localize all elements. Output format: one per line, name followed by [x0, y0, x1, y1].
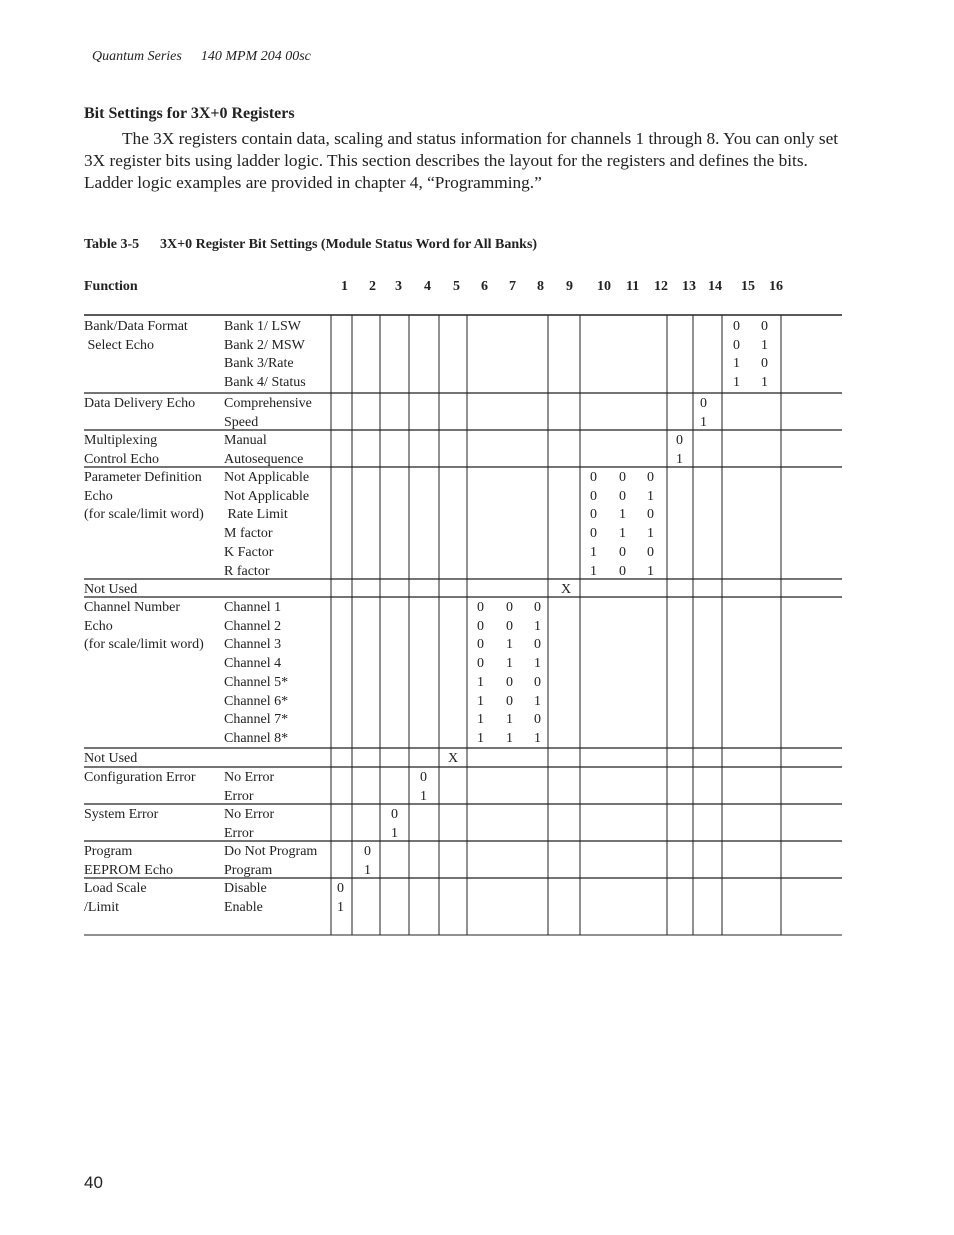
bit-value: 1 [506, 730, 513, 746]
bit-value: 1 [420, 788, 427, 804]
setting-label: Bank 3/Rate [224, 356, 294, 372]
bit-column-header: 7 [509, 279, 516, 294]
bit-value: 1 [477, 693, 484, 709]
setting-label: Disable [224, 881, 267, 896]
table-number: Table 3-5 [84, 237, 140, 252]
bit-column-header: 8 [537, 279, 544, 294]
bit-value: 0 [506, 618, 513, 634]
bit-value: 1 [506, 712, 513, 728]
bit-value: 1 [700, 414, 707, 430]
setting-label: Manual [224, 433, 267, 448]
setting-label: Channel 8* [224, 730, 289, 746]
setting-label: No Error [224, 807, 275, 822]
bit-value: 1 [647, 526, 654, 542]
function-label: Bank/Data Format [84, 319, 188, 334]
bit-value: 0 [619, 470, 626, 485]
setting-label: No Error [224, 770, 275, 785]
bit-value: 0 [647, 470, 654, 485]
setting-label: Bank 2/ MSW [224, 337, 305, 353]
setting-label: Rate Limit [224, 507, 288, 523]
bit-column-header: 9 [566, 279, 573, 294]
bit-value: 0 [506, 693, 513, 709]
function-column-header: Function [84, 279, 138, 294]
setting-label: Channel 7* [224, 712, 289, 728]
setting-label: Channel 2 [224, 618, 282, 634]
bit-value: 1 [590, 563, 597, 579]
bit-value: 0 [700, 396, 707, 411]
bit-value: 0 [619, 563, 626, 579]
setting-label: Do Not Program [224, 844, 318, 859]
function-label: (for scale/limit word) [84, 507, 204, 523]
bit-value: 0 [590, 470, 597, 485]
setting-label: Channel 1 [224, 600, 282, 615]
section-body: The 3X registers contain data, scaling and status information for channels 1 through 8. You can only set 3X register bits using ladder logic. This section describes the layout for the registers and defines the bits. Ladder logic examples are provided in chapter 4, “Programming.” [84, 129, 839, 192]
bit-value: 1 [761, 337, 768, 353]
bit-value: 1 [337, 899, 344, 915]
function-label: Select Echo [84, 337, 154, 353]
bit-value: 0 [590, 526, 597, 542]
header-model: 140 MPM 204 00sc [200, 49, 311, 64]
setting-label: Not Applicable [224, 470, 310, 485]
bit-column-header: 10 [597, 279, 611, 294]
setting-label: Error [224, 788, 254, 804]
bit-column-header: 14 [708, 279, 722, 294]
bit-value: 1 [477, 712, 484, 728]
bit-column-header: 5 [453, 279, 460, 294]
bit-value: 1 [590, 544, 597, 560]
table-title: 3X+0 Register Bit Settings (Module Status Word for All Banks) [160, 237, 538, 252]
bit-value: 0 [534, 674, 541, 690]
bit-value: 1 [534, 618, 541, 634]
bit-column-header: 15 [741, 279, 755, 294]
setting-label: Autosequence [224, 451, 304, 467]
function-label: Load Scale [84, 881, 147, 896]
setting-label: Channel 3 [224, 637, 282, 653]
function-label: System Error [84, 807, 159, 822]
bit-value: 0 [391, 807, 398, 822]
bit-value: 1 [534, 693, 541, 709]
bit-column-header: 13 [682, 279, 696, 294]
function-label: Not Used [84, 751, 138, 766]
setting-label: Not Applicable [224, 488, 310, 504]
bit-value: 1 [391, 825, 398, 841]
bit-value: 1 [619, 526, 626, 542]
setting-label: Channel 4 [224, 656, 282, 672]
bit-value: 0 [619, 544, 626, 560]
bit-column-header: 16 [769, 279, 783, 294]
function-label: /Limit [84, 899, 119, 915]
bit-column-header: 3 [395, 279, 402, 294]
bit-value: 0 [534, 712, 541, 728]
bit-value: 1 [506, 656, 513, 672]
bit-value: 0 [506, 600, 513, 615]
bit-value: X [561, 582, 572, 597]
function-label: Echo [84, 488, 113, 504]
bit-value: 1 [733, 356, 740, 372]
bit-value: 0 [477, 656, 484, 672]
bit-value: 1 [647, 488, 654, 504]
setting-label: Enable [224, 899, 263, 915]
bit-value: 1 [506, 637, 513, 653]
function-label: Channel Number [84, 600, 181, 615]
bit-value: 0 [619, 488, 626, 504]
setting-label: Channel 5* [224, 674, 289, 690]
bit-value: 1 [477, 674, 484, 690]
setting-label: R factor [224, 563, 270, 579]
section-title: Bit Settings for 3X+0 Registers [84, 105, 295, 122]
bit-value: 0 [420, 770, 427, 785]
setting-label: Speed [224, 414, 259, 430]
bit-column-header: 11 [626, 279, 640, 294]
bit-value: 0 [761, 356, 768, 372]
function-label: Program [84, 844, 133, 859]
setting-label: Program [224, 862, 273, 878]
setting-label: Error [224, 825, 254, 841]
function-label: (for scale/limit word) [84, 637, 204, 653]
function-label: Multiplexing [84, 433, 158, 448]
bit-column-header: 6 [481, 279, 488, 294]
function-label: EEPROM Echo [84, 862, 174, 878]
bit-column-header: 1 [341, 279, 348, 294]
bit-value: 1 [534, 656, 541, 672]
bit-value: 0 [733, 319, 740, 334]
function-label: Configuration Error [84, 770, 196, 785]
bit-value: 0 [676, 433, 683, 448]
bit-value: 0 [534, 600, 541, 615]
bit-value: X [448, 751, 459, 766]
function-label: Echo [84, 618, 113, 634]
bit-column-header: 4 [424, 279, 431, 294]
bit-column-header: 12 [654, 279, 668, 294]
bit-value: 0 [364, 844, 371, 859]
bit-value: 0 [733, 337, 740, 353]
bit-value: 0 [477, 600, 484, 615]
setting-label: M factor [224, 526, 273, 542]
bit-value: 0 [477, 637, 484, 653]
bit-value: 0 [337, 881, 344, 896]
setting-label: Bank 4/ Status [224, 375, 306, 391]
bit-value: 1 [733, 375, 740, 391]
bit-value: 1 [761, 375, 768, 391]
bit-value: 0 [761, 319, 768, 334]
bit-value: 1 [647, 563, 654, 579]
setting-label: Channel 6* [224, 693, 289, 709]
bit-value: 1 [534, 730, 541, 746]
bit-value: 1 [364, 862, 371, 878]
bit-value: 0 [590, 488, 597, 504]
bit-value: 0 [534, 637, 541, 653]
header-series: Quantum Series [92, 49, 182, 64]
setting-label: Comprehensive [224, 396, 312, 411]
setting-label: K Factor [224, 544, 274, 560]
bit-value: 1 [676, 451, 683, 467]
setting-label: Bank 1/ LSW [224, 319, 301, 334]
bit-value: 1 [477, 730, 484, 746]
bit-value: 0 [647, 544, 654, 560]
function-label: Parameter Definition [84, 470, 202, 485]
bit-value: 0 [506, 674, 513, 690]
page-number: 40 [84, 1173, 103, 1192]
bit-value: 0 [647, 507, 654, 523]
function-label: Control Echo [84, 451, 160, 467]
bit-column-header: 2 [369, 279, 376, 294]
function-label: Data Delivery Echo [84, 396, 196, 411]
bit-value: 0 [590, 507, 597, 523]
function-label: Not Used [84, 582, 138, 597]
bit-value: 1 [619, 507, 626, 523]
bit-value: 0 [477, 618, 484, 634]
